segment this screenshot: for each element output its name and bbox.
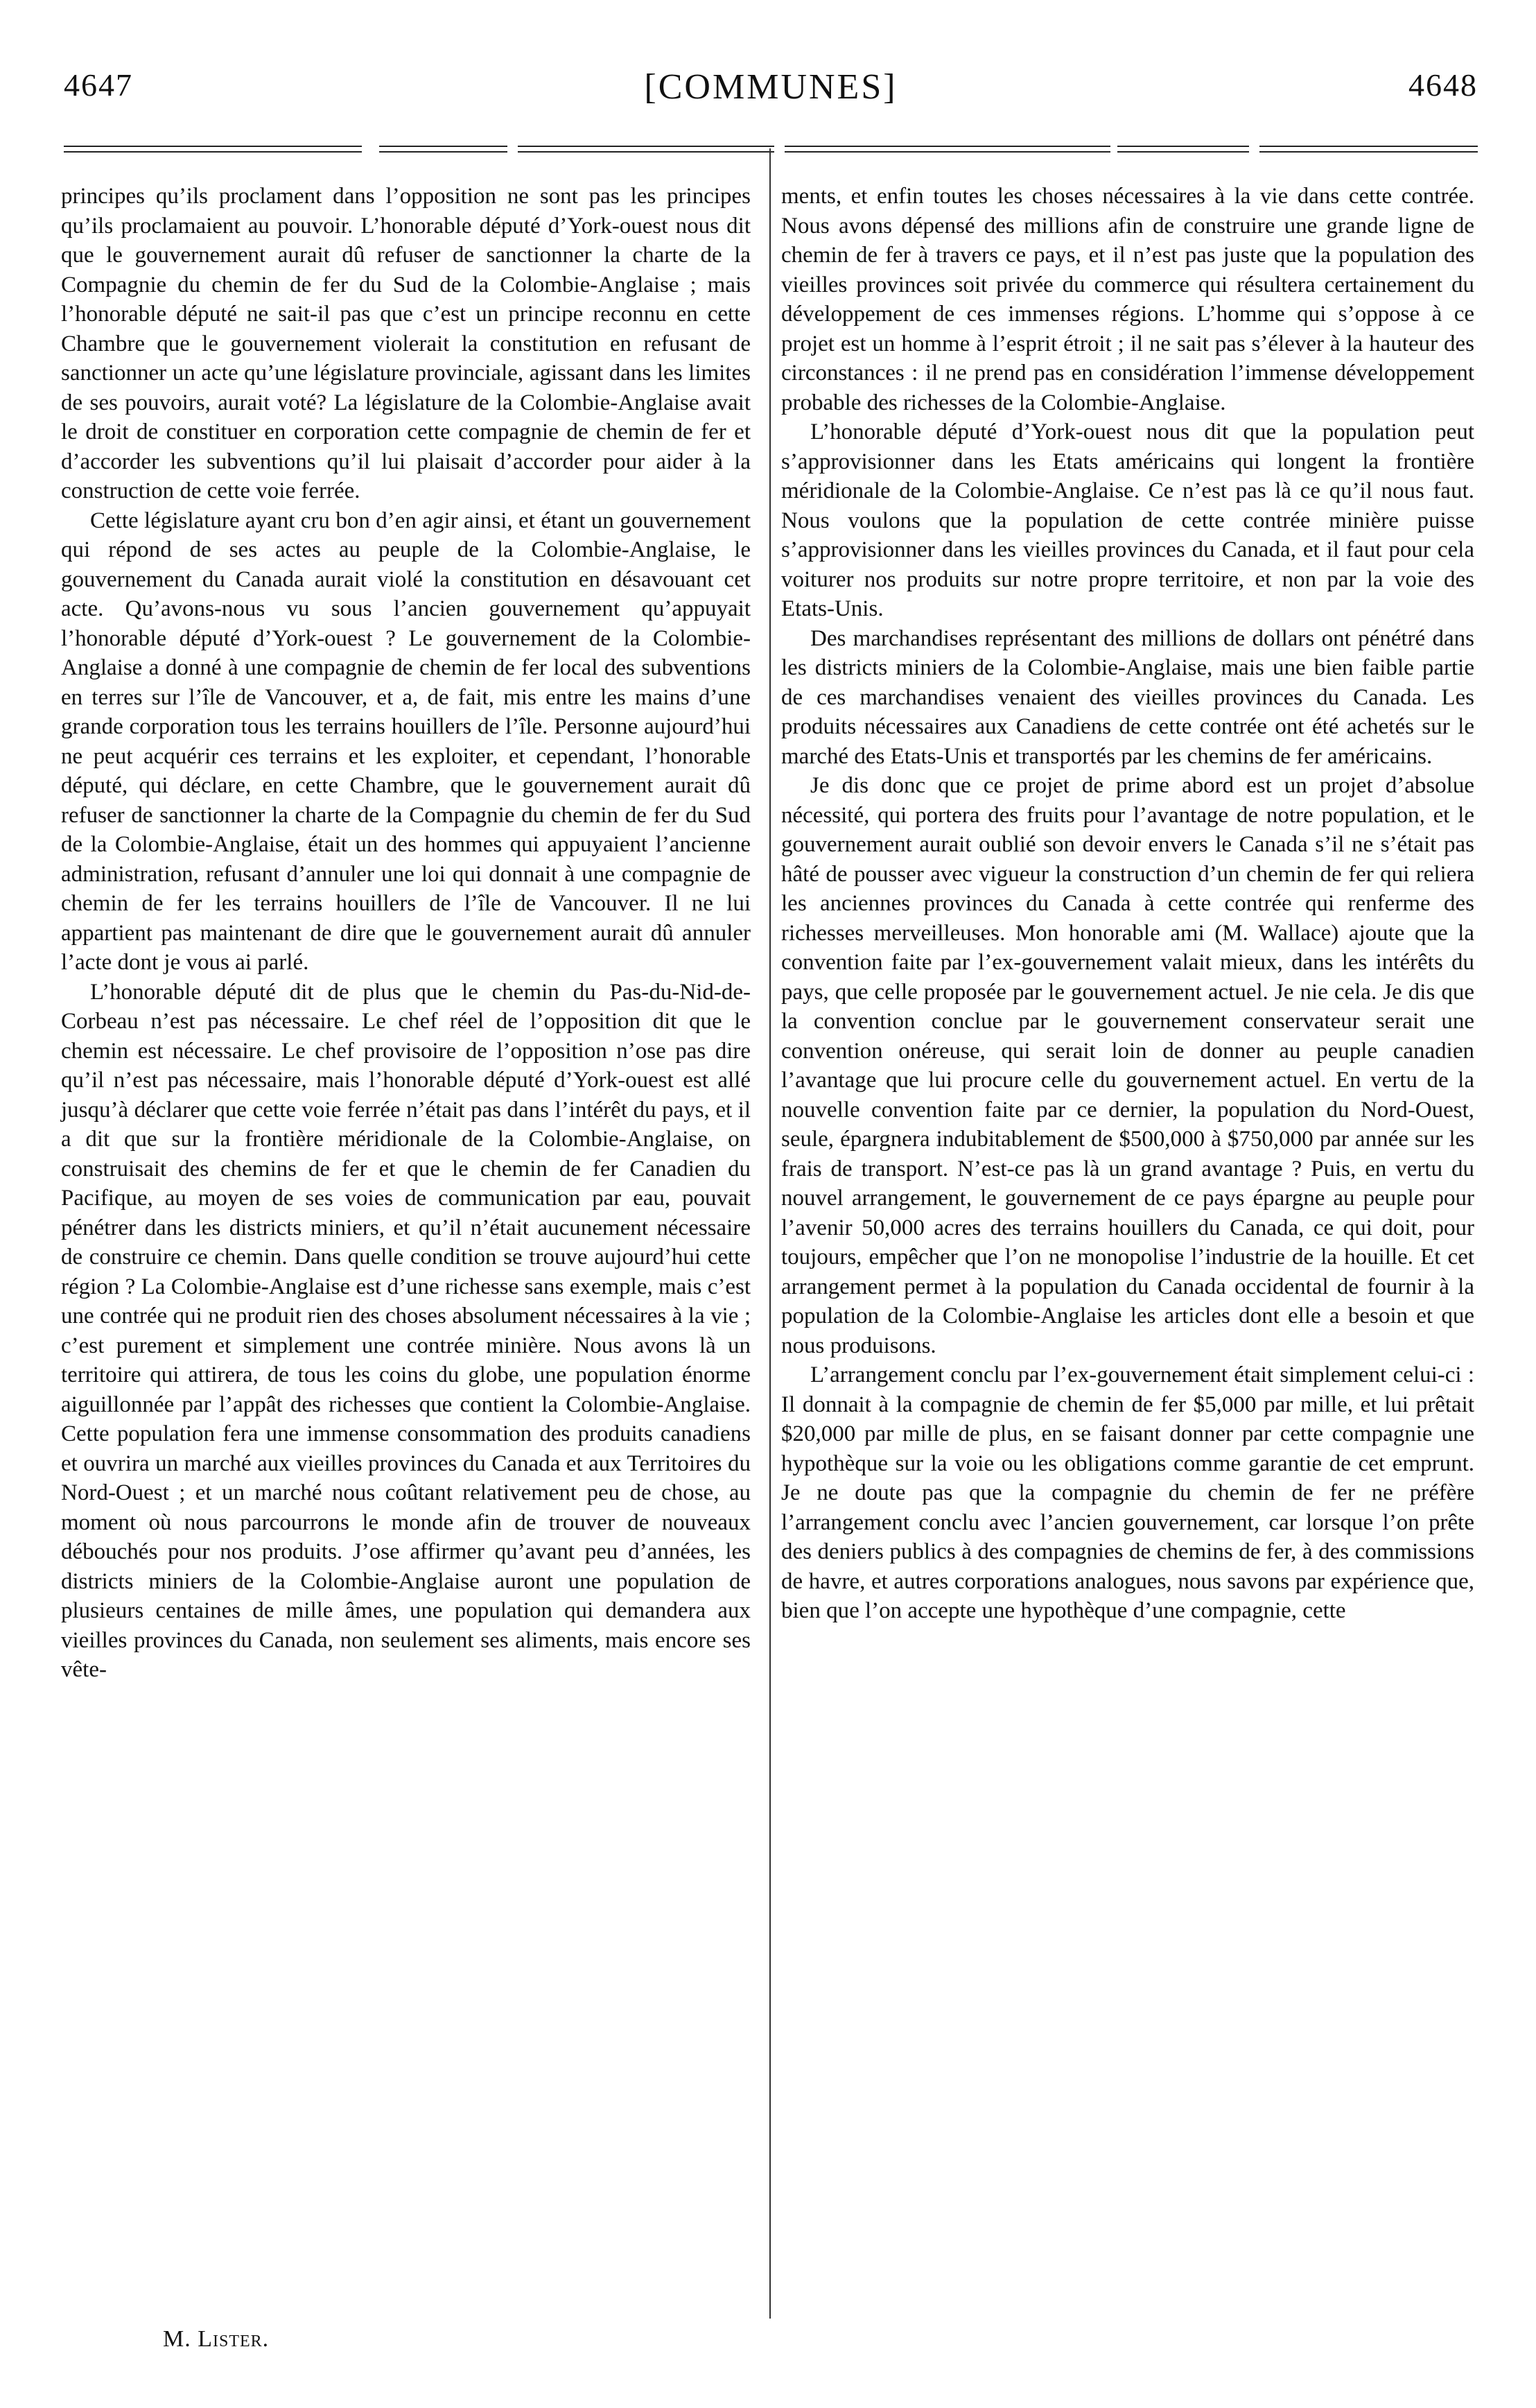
paragraph: L’honorable député dit de plus que le chemin du Pas-du-Nid-de-Corbeau n’est pas nécessaire. Le chef réel de l’opposition dit que le chemin est nécessaire. Le chef provisoire de l’opposition n’ose pas dire qu’il n’est pas nécessaire, mais l’honorable député d’York-ouest est allé jusqu’à déclarer que cette voie ferrée n’était pas dans l’intérêt du pays, et il a dit que sur la frontière méridionale de la Colombie-Anglaise, on construisait des chemins de fer et que le chemin de fer Canadien du Pacifique, au moyen de ses voies de communication par eau, pouvait pénétrer dans les districts miniers, et qu’il n’était aucunement nécessaire de construire ce chemin. Dans quelle condition se trouve aujourd’hui cette région ? La Colombie-Anglaise est d’une richesse sans exemple, mais c’est une contrée qui ne produit rien des choses absolument nécessaires à la vie ; c’est purement et simplement une contrée minière. Nous avons là un territoire qui attirera, de tous les coins du globe, une population énorme aiguillonnée par l’appât des richesses que contient la Colombie-Anglaise. Cette population fera une immense consommation des produits canadiens et ouvrira un marché aux vieilles provinces du Canada et aux Territoires du Nord-Ouest ; et un marché nous coûtant relativement peu de chose, au moment où nous parcourrons le monde afin de trouver de nouveaux débouchés pour nos produits. J’ose affirmer qu’avant peu d’années, les districts miniers de la Colombie-Anglaise auront une population de plusieurs centaines de mille âmes, une population qui demandera aux vieilles provinces du Canada, non seulement ses aliments, mais encore ses vête- xyxy=(61,979,751,1682)
page-number-right: 4648 xyxy=(1408,67,1478,103)
header-rule-segment xyxy=(1259,146,1478,153)
header-rule xyxy=(64,146,1478,153)
header-rule-segment xyxy=(64,146,362,153)
paragraph: Cette législature ayant cru bon d’en agir ainsi, et étant un gouvernement qui répond de ses actes au peuple de la Colombie-Anglaise, le gouvernement du Canada aurait violé la constitution en désavouant cet acte. Qu’avons-nous vu sous l’ancien gouvernement qu’appuyait l’honorable député d’York-ouest ? Le gouvernement de la Colombie-Anglaise a donné à une compagnie de chemin de fer local des subventions en terres sur l’île de Vancouver, et a, de fait, mis entre les mains d’une grande corporation tous les terrains houillers de l’île. Personne aujourd’hui ne peut acquérir ces terrains et les exploiter, et cependant, l’honorable député, qui déclare, en cette Chambre, que le gouvernement aurait dû refuser de sanctionner la charte de la Compagnie du chemin de fer du Sud de la Colombie-Anglaise, était un des hommes qui appuyaient l’ancienne administration, refusant d’annuler une loi qui donnait à une compagnie de chemin de fer les terrains houillers de l’île de Vancouver. Il ne lui appartient pas maintenant de dire que le gouvernement aurait dû annuler l’acte dont je vous ai parlé. xyxy=(61,508,751,975)
right-column xyxy=(781,182,1474,1626)
column-divider xyxy=(769,148,771,2319)
page-header xyxy=(64,67,1478,122)
page-number-left: 4647 xyxy=(64,67,133,103)
paragraph: principes qu’ils proclament dans l’opposition ne sont pas les principes qu’ils proclamaient au pouvoir. L’honorable député d’York-ouest nous dit que le gouvernement aurait dû refuser de sanctionner la charte de la Compagnie du chemin de fer du Sud de la Colombie-Anglaise ; mais l’honorable député ne sait-il pas que c’est un principe reconnu en cette Chambre que le gouvernement violerait la constitution en refusant de sanctionner un acte qu’une législature provinciale, agissant dans les limites de ses pouvoirs, aurait voté? La législature de la Colombie-Anglaise avait le droit de constituer en corporation cette compagnie de chemin de fer et d’accorder les subventions qu’il lui plaisait d’accorder pour aider à la construction de cette voie ferrée. xyxy=(61,184,751,503)
header-rule-segment xyxy=(1117,146,1249,153)
left-column xyxy=(61,182,751,1685)
header-rule-segment xyxy=(379,146,507,153)
header-rule-segment xyxy=(785,146,1110,153)
paragraph: Des marchandises représentant des millions de dollars ont pénétré dans les districts miniers de la Colombie-Anglaise, mais une bien faible partie de ces marchandises venaient des vieilles provinces du Canada. Les produits nécessaires aux Canadiens de cette contrée ont été achetés sur le marché des Etats-Unis et transportés par les chemins de fer américains. xyxy=(781,625,1474,769)
page-title: [COMMUNES] xyxy=(644,67,898,107)
paragraph: L’honorable député d’York-ouest nous dit que la population peut s’approvisionner dans les Etats américains qui longent la frontière méridionale de la Colombie-Anglaise. Ce n’est pas là ce qu’il nous faut. Nous voulons que la population de cette contrée minière puisse s’approvisionner dans les vieilles provinces du Canada, et il faut pour cela voiturer nos produits sur notre propre territoire, et non par la voie des Etats-Unis. xyxy=(781,419,1474,621)
paragraph: Je dis donc que ce projet de prime abord est un projet d’absolue nécessité, qui portera des fruits pour l’avantage de notre population, et le gouvernement aurait oublié son devoir envers le Canada s’il ne s’était pas hâté de pousser avec vigueur la construction d’un chemin de fer qui reliera les anciennes provinces du Canada à cette contrée qui renferme des richesses merveilleuses. Mon honorable ami (M. Wallace) ajoute que la convention faite par l’ex-gouvernement valait mieux, dans les intérêts du pays, que celle proposée par le gouvernement actuel. Je nie cela. Je dis que la convention conclue par le gouvernement conservateur serait une convention onéreuse, qui serait loin de donner au peuple canadien l’avantage que lui procure celle du gouvernement actuel. En vertu de la nouvelle convention faite par ce dernier, la population du Nord-Ouest, seule, épargnera indubitablement de $500,000 à $750,000 par année sur les frais de transport. N’est-ce pas là un grand avantage ? Puis, en vertu du nouvel arrangement, le gouvernement de ce pays épargne au peuple pour l’avenir 50,000 acres des terrains houillers du Canada, ce qui doit, pour toujours, empêcher que l’on ne monopolise l’industrie de la houille. Et cet arrangement permet à la population du Canada occidental de fournir à la population de la Colombie-Anglaise les articles dont elle a besoin et que nous produisons. xyxy=(781,773,1474,1358)
speaker-name: M. Lister. xyxy=(163,2326,270,2352)
paragraph: L’arrangement conclu par l’ex-gouvernement était simplement celui-ci : Il donnait à la compagnie de chemin de fer $5,000 par mille, et lui prêtait $20,000 par mille de plus, en se faisant donner par cette compagnie une hypothèque sur la voie ou les obligations comme garantie de cet emprunt. Je ne doute pas que la compagnie du chemin de fer ne préfère l’arrangement conclu avec l’ancien gouvernement, car lorsque l’on prête des deniers publics à des compagnies de chemins de fer, à des commissions de havre, et autres corporations analogues, nous savons par expérience que, bien que l’on accepte une hypothèque d’une compagnie, cette xyxy=(781,1362,1474,1623)
header-rule-segment xyxy=(518,146,774,153)
paragraph: ments, et enfin toutes les choses nécessaires à la vie dans cette contrée. Nous avons dépensé des millions afin de construire une grande ligne de chemin de fer à travers ce pays, et il n’est pas juste que la population des vieilles provinces soit privée du commerce qui résultera certainement du développement de ces immenses régions. L’homme qui s’oppose à ce projet est un homme à l’esprit étroit ; il ne sait pas s’élever à la hauteur des circonstances : il ne prend pas en considération l’immense développement probable des richesses de la Colombie-Anglaise. xyxy=(781,184,1474,415)
